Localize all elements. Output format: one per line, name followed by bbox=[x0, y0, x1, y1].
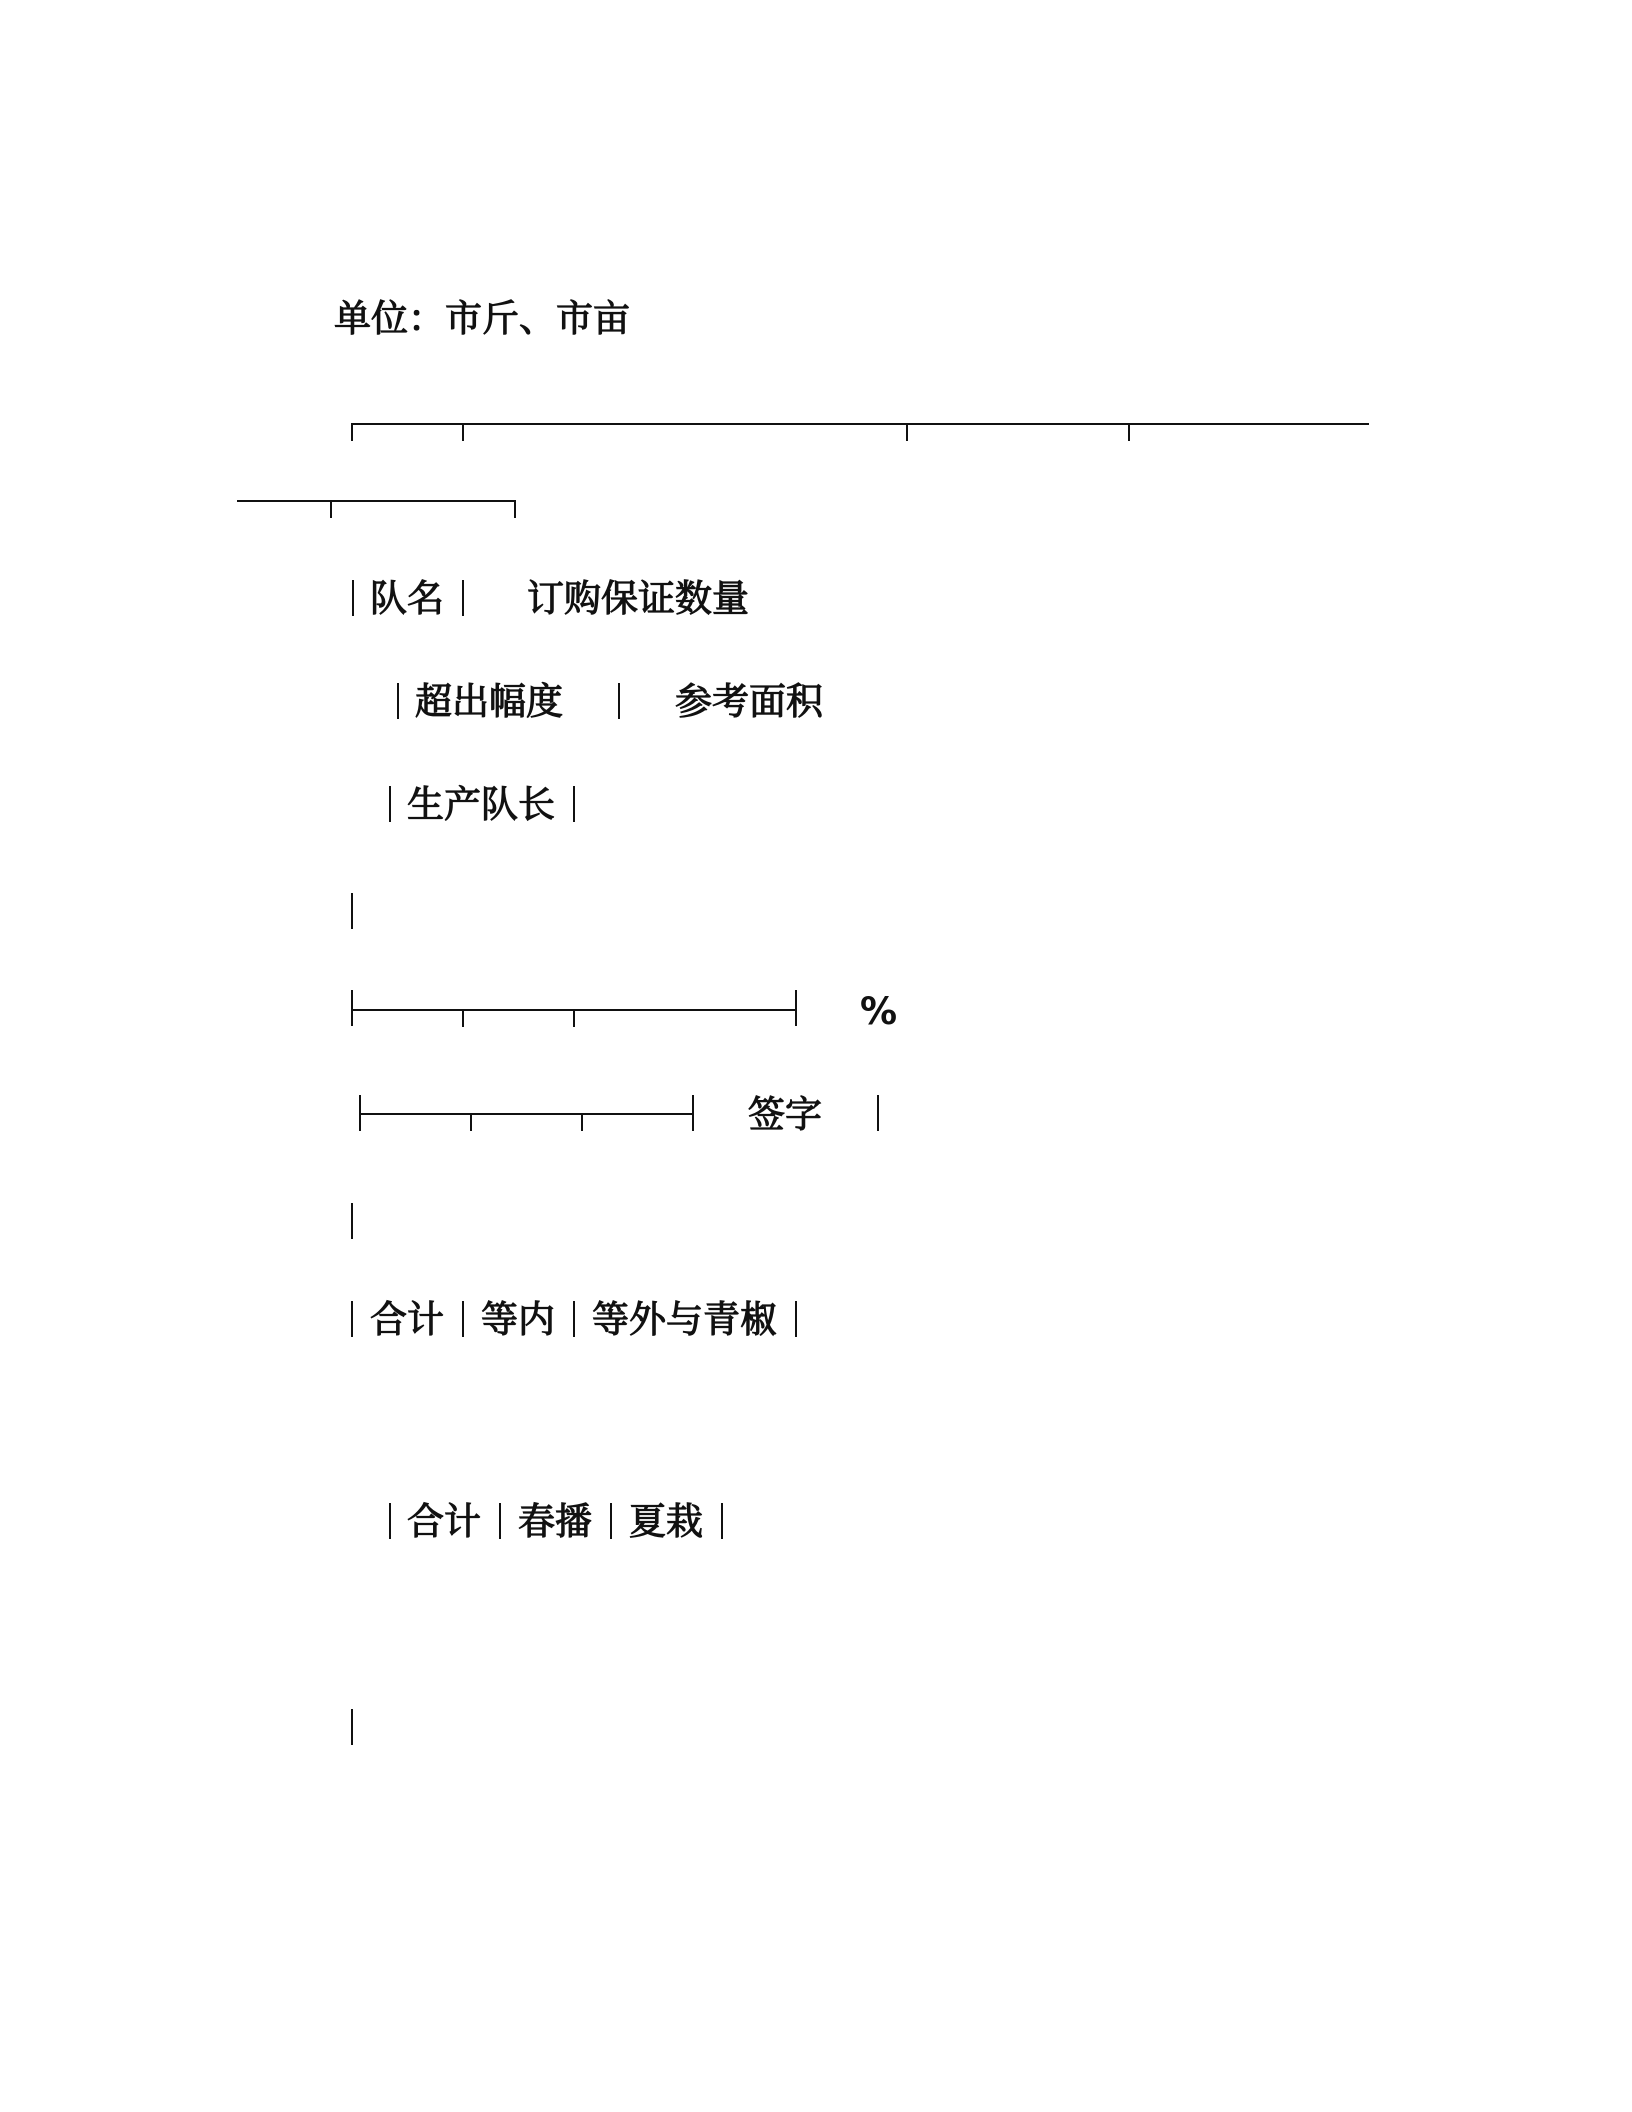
cell-divider bbox=[389, 1503, 391, 1539]
excess-range-header: 超出幅度 bbox=[415, 680, 563, 723]
border-tick bbox=[581, 1113, 583, 1131]
total-header-2: 合计 bbox=[407, 1500, 481, 1543]
border-tick bbox=[514, 500, 516, 518]
border-tick bbox=[1128, 423, 1130, 441]
team-name-header: 队名 bbox=[370, 577, 444, 620]
cell-divider bbox=[389, 786, 391, 822]
cell-divider bbox=[573, 1301, 575, 1337]
cell-divider bbox=[573, 786, 575, 822]
spring-sowing-header: 春播 bbox=[518, 1500, 592, 1543]
table-second-border bbox=[237, 500, 515, 502]
border-tick bbox=[330, 500, 332, 518]
cell-divider bbox=[610, 1503, 612, 1539]
cell-divider bbox=[721, 1503, 723, 1539]
total-header: 合计 bbox=[370, 1298, 444, 1341]
reference-area-header: 参考面积 bbox=[675, 680, 823, 723]
cell-divider bbox=[499, 1503, 501, 1539]
border-tick bbox=[462, 423, 464, 441]
cell-divider bbox=[351, 1709, 353, 1745]
cell-divider bbox=[462, 1301, 464, 1337]
table-top-border bbox=[351, 423, 1369, 425]
cell-divider bbox=[618, 683, 620, 719]
cell-divider bbox=[877, 1095, 879, 1131]
cell-divider bbox=[462, 580, 464, 616]
order-quantity-header: 订购保证数量 bbox=[527, 577, 749, 620]
segment-line bbox=[359, 1113, 693, 1115]
border-tick bbox=[351, 990, 353, 1026]
cell-divider bbox=[795, 1301, 797, 1337]
border-tick bbox=[692, 1095, 694, 1131]
border-tick bbox=[462, 1009, 464, 1027]
border-tick bbox=[795, 990, 797, 1026]
cell-divider bbox=[351, 1301, 353, 1337]
cell-divider bbox=[352, 580, 354, 616]
unit-label: 单位：市斤、市亩 bbox=[334, 297, 630, 340]
border-tick bbox=[470, 1113, 472, 1131]
cell-divider bbox=[351, 1203, 353, 1239]
cell-divider bbox=[351, 893, 353, 929]
summer-planting-header: 夏栽 bbox=[629, 1500, 703, 1543]
border-tick bbox=[351, 423, 353, 441]
team-leader-header: 生产队长 bbox=[407, 783, 555, 826]
signature-label: 签字 bbox=[748, 1093, 822, 1136]
percent-sign: % bbox=[860, 990, 898, 1033]
grade-out-header: 等外与青椒 bbox=[592, 1298, 777, 1341]
border-tick bbox=[906, 423, 908, 441]
cell-divider bbox=[397, 683, 399, 719]
grade-in-header: 等内 bbox=[481, 1298, 555, 1341]
border-tick bbox=[573, 1009, 575, 1027]
